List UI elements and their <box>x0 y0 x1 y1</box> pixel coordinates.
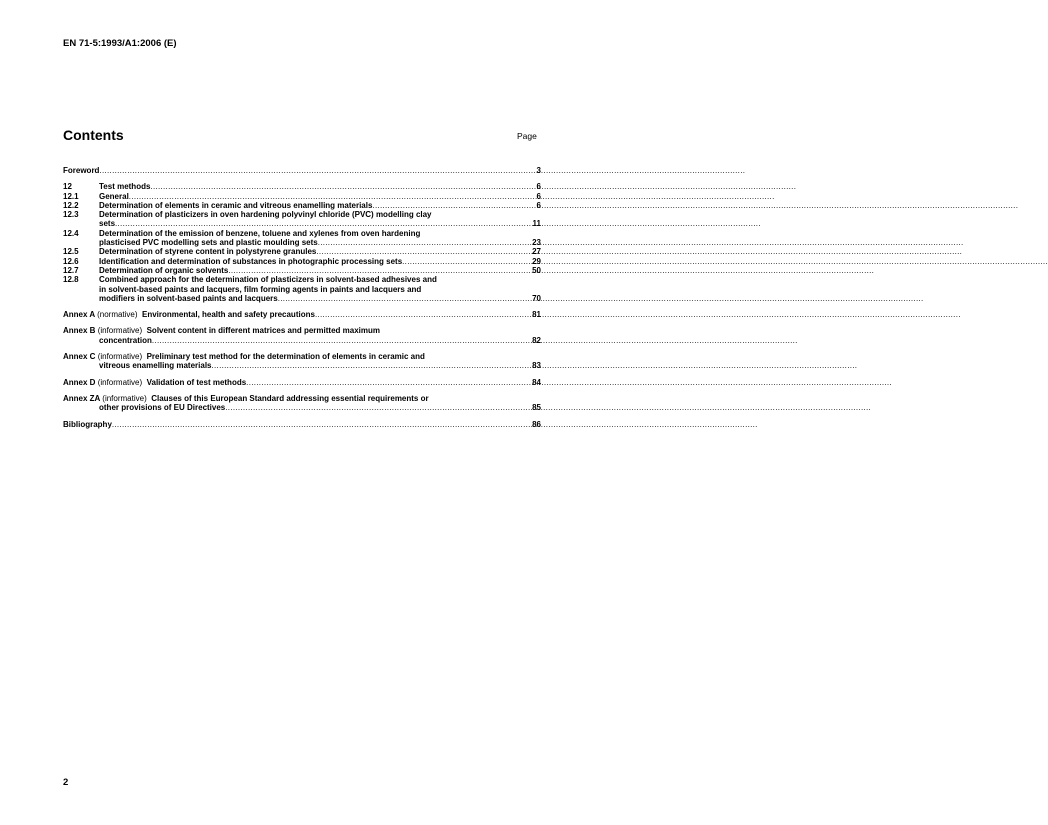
toc-title: Foreword <box>63 166 100 175</box>
toc-entry-12-4[interactable] <box>63 229 541 248</box>
annex-qualifier: (informative) <box>102 393 147 403</box>
toc-number: 12.5 <box>63 247 79 257</box>
toc-title: Determination of styrene content in polystyrene granules <box>99 247 317 257</box>
dot-leader <box>99 166 536 175</box>
toc-entry-12-5[interactable] <box>63 247 541 256</box>
toc-page: 23 <box>532 238 541 248</box>
toc-page: 70 <box>532 293 541 303</box>
dot-leader <box>246 378 532 387</box>
toc-entry-12-3[interactable] <box>63 210 541 229</box>
annex-label: Annex B <box>63 326 96 336</box>
dot-leader <box>129 192 537 201</box>
annex-qualifier: (informative) <box>97 352 143 362</box>
toc-title-line: Combined approach for the determination of plasticizers in solvent-based adhesives and <box>99 275 437 285</box>
toc-number: 12.1 <box>63 191 79 201</box>
toc-page: 6 <box>536 191 541 201</box>
toc-page: 86 <box>532 419 541 429</box>
toc-title: other provisions of EU Directives <box>99 403 226 413</box>
toc-title-line: Determination of plasticizers in oven hardening polyvinyl chloride (PVC) modelling clay <box>99 210 432 220</box>
toc-page: 83 <box>532 361 541 371</box>
toc-entry-12-7[interactable] <box>63 266 541 275</box>
toc-page: 81 <box>532 310 541 320</box>
toc-title: vitreous enamelling materials <box>99 361 212 371</box>
toc-number: 12.2 <box>63 200 79 210</box>
annex-qualifier: (normative) <box>97 310 138 320</box>
dot-leader <box>315 310 532 319</box>
dot-leader <box>115 219 533 228</box>
toc-title: modifiers in solvent-based paints and lacquers <box>99 293 278 303</box>
dot-leader <box>372 201 536 210</box>
annex-qualifier: (informative) <box>97 377 143 387</box>
toc-page: 6 <box>536 200 541 210</box>
toc-title-line: Clauses of this European Standard addressing essential requirements or <box>151 393 429 403</box>
toc-number: 12.4 <box>63 228 79 238</box>
toc-title-line: in solvent-based paints and lacquers, film forming agents in paints and lacquers and <box>99 284 422 294</box>
toc-title-line: Preliminary test method for the determination of elements in ceramic and <box>146 352 425 362</box>
toc-title: Determination of elements in ceramic and vitreous enamelling materials <box>99 200 373 210</box>
toc-page: 29 <box>532 256 541 266</box>
dot-leader <box>278 294 532 303</box>
page-number: 2 <box>63 777 69 788</box>
dot-leader <box>225 403 532 412</box>
annex-label: Annex A <box>63 310 95 320</box>
toc-title: Determination of organic solvents <box>99 265 229 275</box>
contents-title: Contents <box>63 127 124 143</box>
toc-entry-foreword[interactable] <box>63 166 541 175</box>
toc-entry-bibliography[interactable] <box>63 420 541 429</box>
toc-title: sets <box>99 219 116 229</box>
toc-title: concentration <box>99 335 152 345</box>
toc-number: 12 <box>63 182 72 192</box>
annex-label: Annex C <box>63 352 96 362</box>
toc-number: 12.3 <box>63 210 79 220</box>
toc-title: Environmental, health and safety precautions <box>142 310 315 320</box>
toc-title-line: Determination of the emission of benzene, toluene and xylenes from oven hardening <box>99 228 421 238</box>
toc-page: 27 <box>532 247 541 257</box>
dot-leader <box>228 266 532 275</box>
toc-title: Bibliography <box>63 419 112 429</box>
dot-leader <box>316 247 532 256</box>
toc-title: General <box>99 191 129 201</box>
page-column-label: Page <box>517 131 537 141</box>
toc-number: 12.7 <box>63 265 79 275</box>
toc-page: 85 <box>532 403 541 413</box>
dot-leader <box>212 361 533 370</box>
toc-title-line: Solvent content in different matrices and permitted maximum <box>146 326 380 336</box>
toc-entry-annex-za[interactable] <box>63 394 541 413</box>
toc-page: 82 <box>532 335 541 345</box>
toc-page: 84 <box>532 377 541 387</box>
annex-label: Annex D <box>63 377 96 387</box>
toc-number: 12.6 <box>63 256 79 266</box>
toc-entry-12-1[interactable] <box>63 192 541 201</box>
toc-entry-12-6[interactable] <box>63 257 541 266</box>
annex-qualifier: (informative) <box>97 326 143 336</box>
dot-leader <box>152 336 532 345</box>
dot-leader <box>402 257 532 266</box>
dot-leader <box>150 182 536 191</box>
toc-entry-12-2[interactable] <box>63 201 541 210</box>
toc-page: 6 <box>536 182 541 192</box>
toc-title: Test methods <box>99 182 151 192</box>
toc-entry-annex-c[interactable] <box>63 352 541 371</box>
toc-page: 50 <box>532 265 541 275</box>
toc-entry-12-8[interactable] <box>63 275 541 303</box>
toc-entry-annex-a[interactable] <box>63 310 541 319</box>
toc-page: 3 <box>536 166 541 175</box>
toc-entry-annex-d[interactable] <box>63 378 541 387</box>
toc-title: Validation of test methods <box>146 377 247 387</box>
dot-leader <box>112 420 532 429</box>
annex-label: Annex ZA <box>63 393 101 403</box>
document-header: EN 71-5:1993/A1:2006 (E) <box>63 38 177 49</box>
toc-title: plasticised PVC modelling sets and plastic moulding sets <box>99 238 318 248</box>
dot-leader <box>318 238 532 247</box>
toc-number: 12.8 <box>63 275 79 285</box>
toc-title: Identification and determination of substances in photographic processing sets <box>99 256 403 266</box>
toc-page: 11 <box>532 219 541 229</box>
toc-entry-annex-b[interactable] <box>63 326 541 345</box>
table-of-contents <box>63 166 541 429</box>
toc-entry-12[interactable] <box>63 182 541 191</box>
